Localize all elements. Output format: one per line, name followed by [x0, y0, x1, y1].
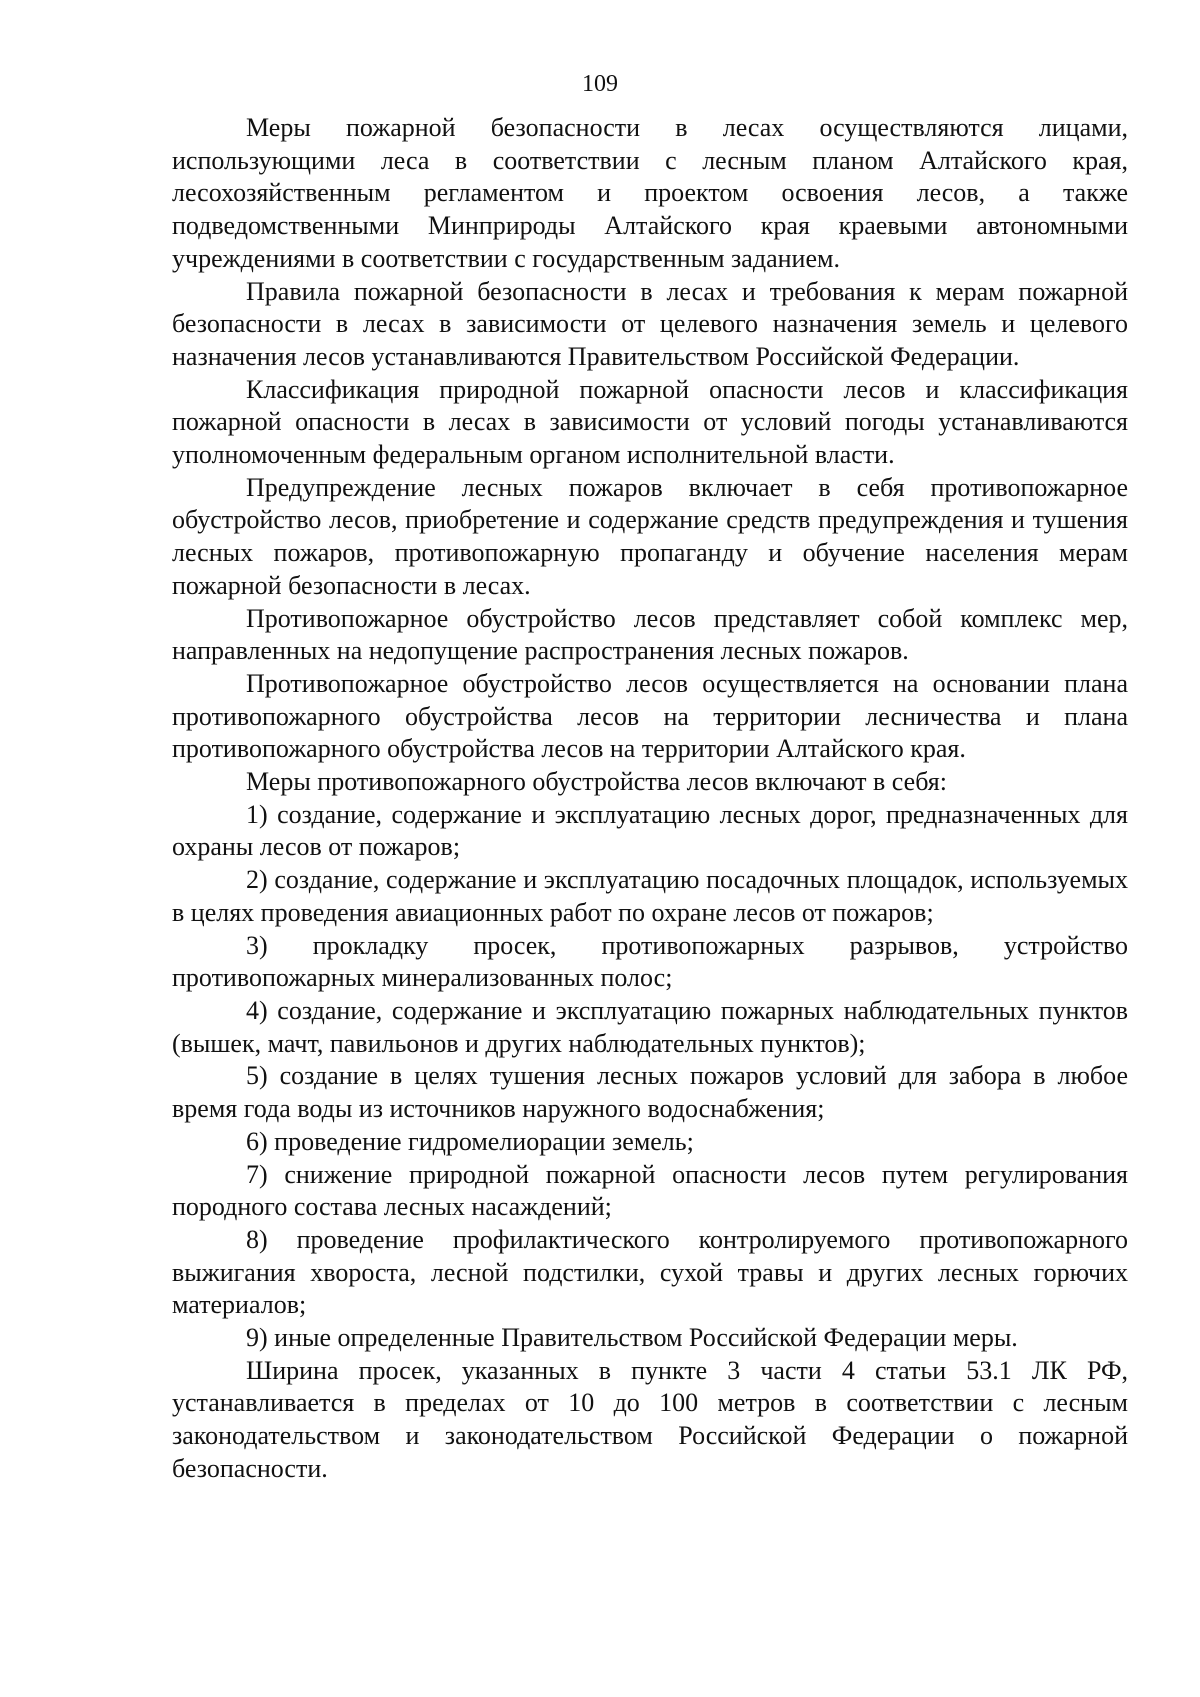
page-number: 109: [582, 71, 618, 97]
list-item: 2) создание, содержание и эксплуатацию посадочных площадок, используемых в целях проведения авиационных работ по охране лесов от пожаров;: [172, 865, 1128, 927]
list-item: 8) проведение профилактического контролируемого противопожарного выжигания хвороста, лесной подстилки, сухой травы и других лесных горючих материалов;: [172, 1224, 1128, 1320]
paragraph: Меры пожарной безопасности в лесах осуществляются лицами, использующими леса в соответствии с лесным планом Алтайского края, лесохозяйственным регламентом и проектом освоения лесов, а также подведомственными Минприроды Алтайского края краевыми автономными учреждениями в соответствии с государственным заданием.: [172, 113, 1128, 273]
paragraph: Ширина просек, указанных в пункте 3 части 4 статьи 53.1 ЛК РФ, устанавливается в пределах от 10 до 100 метров в соответствии с лесным законодательством и законодательством Российской Федерации о пожарной безопасности.: [172, 1355, 1128, 1483]
list-item: 6) проведение гидромелиорации земель;: [246, 1126, 694, 1156]
list-item: 4) создание, содержание и эксплуатацию пожарных наблюдательных пунктов (вышек, мачт, павильонов и других наблюдательных пунктов);: [172, 995, 1128, 1058]
paragraph: Предупреждение лесных пожаров включает в себя противопожарное обустройство лесов, приобретение и содержание средств предупреждения и тушения лесных пожаров, противопожарную пропаганду и обучение населения мерам пожарной безопасности в лесах.: [172, 472, 1128, 600]
list-item: 5) создание в целях тушения лесных пожаров условий для забора в любое время года воды из источников наружного водоснабжения;: [172, 1061, 1128, 1124]
list-item: 1) создание, содержание и эксплуатацию лесных дорог, предназначенных для охраны лесов от пожаров;: [172, 799, 1128, 862]
paragraph: Противопожарное обустройство лесов осуществляется на основании плана противопожарного обустройства лесов на территории лесничества и плана противопожарного обустройства лесов на территории Алтайского края.: [172, 668, 1128, 764]
list-item: 7) снижение природной пожарной опасности лесов путем регулирования породного состава лесных насаждений;: [172, 1159, 1128, 1222]
paragraph: Противопожарное обустройство лесов представляет собой комплекс мер, направленных на недопущение распространения лесных пожаров.: [172, 603, 1128, 666]
paragraph: Классификация природной пожарной опасности лесов и классификация пожарной опасности в лесах в зависимости от условий погоды устанавливаются уполномоченным федеральным органом исполнительной власти.: [172, 374, 1128, 470]
paragraph: Меры противопожарного обустройства лесов включают в себя:: [246, 767, 947, 797]
list-item: 9) иные определенные Правительством Российской Федерации меры.: [246, 1323, 1018, 1353]
document-body: [172, 112, 1128, 1486]
paragraph: Правила пожарной безопасности в лесах и требования к мерам пожарной безопасности в лесах в зависимости от целевого назначения земель и целевого назначения лесов устанавливаются Правительством Российской Федерации.: [172, 276, 1128, 371]
list-item: 3) прокладку просек, противопожарных разрывов, устройство противопожарных минерализованных полос;: [172, 930, 1128, 993]
